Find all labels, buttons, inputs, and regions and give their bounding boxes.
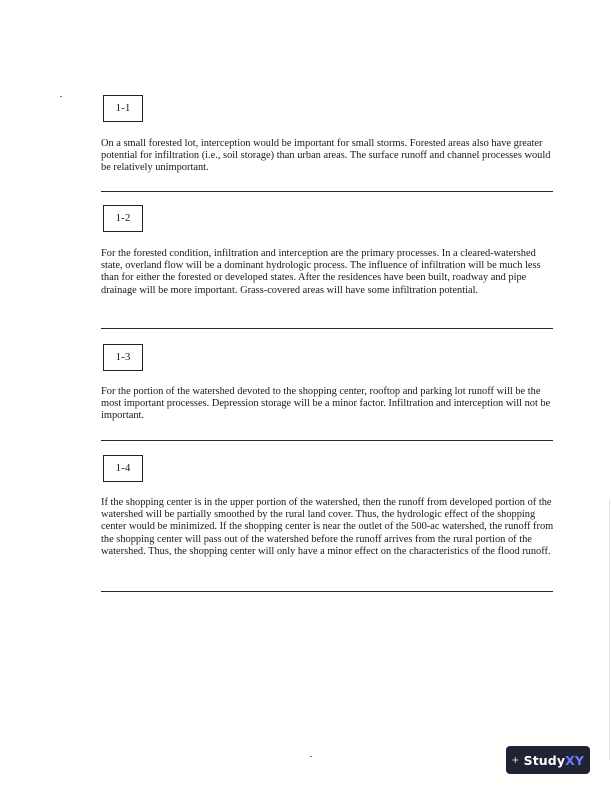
brand-accent: XY: [565, 752, 584, 768]
problem-label-1-1: 1-1: [103, 95, 143, 122]
problem-text-1-4: If the shopping center is in the upper portion of the watershed, then the runoff from developed portion of the watershed will be partially smoothed by the rural land cover. Thus, the hydrologic effect of the shopping center would be minimized. If the shopping center is near the outlet of the 500-ac watershed, the runoff from the shopping center will pass out of the watershed before the runoff arrives from the rural portion of the watershed. Thus, the shopping center will only have a minor effect on the characteristics of the flood runoff.: [101, 497, 554, 557]
studyxy-watermark-badge: [506, 746, 590, 774]
section-divider: [101, 328, 553, 329]
scan-edge-artifact: [609, 500, 610, 760]
problem-text-1-1: On a small forested lot, interception would be important for small storms. Forested areas also have greater potential for infiltration (i.e., soil storage) than urban areas. The surface runoff and channel processes would be relatively unimportant.: [101, 138, 551, 174]
section-divider: [101, 440, 553, 441]
section-divider: [101, 191, 553, 192]
studyxy-logo-text: [524, 753, 584, 768]
problem-text-1-2: For the forested condition, infiltration and interception are the primary processes. In a cleared-watershed state, overland flow will be a dominant hydrologic process. The influence of infiltration will be much less than for either the forested or developed states. After the residences have been built, roadway and pipe drainage will be more important. Grass-covered areas will have some infiltration potential.: [101, 248, 541, 296]
scan-speck: [60, 96, 62, 97]
section-divider: [101, 591, 553, 592]
brand-main: Study: [523, 752, 566, 768]
problem-text-1-3: For the portion of the watershed devoted to the shopping center, rooftop and parking lot runoff will be the most important processes. Depression storage will be a minor factor. Infiltration and interception will not be important.: [101, 386, 551, 422]
problem-label-1-2: 1-2: [103, 205, 143, 232]
problem-label-1-3: 1-3: [103, 344, 143, 371]
plus-cross-icon: [512, 753, 519, 767]
problem-label-1-4: 1-4: [103, 455, 143, 482]
scan-speck: [310, 756, 312, 757]
